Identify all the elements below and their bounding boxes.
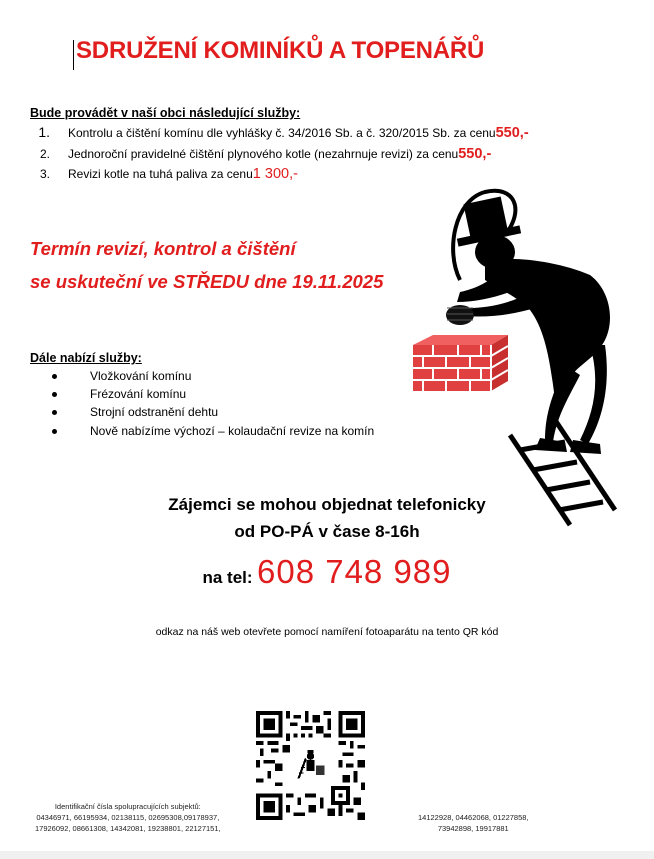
service-text: Jednoroční pravidelné čištění plynového kotle (nezahrnuje revizi) za cenu (68, 147, 459, 161)
bullet-icon (52, 392, 57, 397)
extra-item-label: Strojní odstranění dehtu (90, 405, 219, 419)
extra-item (48, 369, 191, 383)
phone-label: na tel: (202, 568, 253, 587)
service-item-2 (28, 146, 491, 162)
cursor-bar (73, 40, 74, 70)
service-text: Kontrolu a čištění komínu dle vyhlášky č. 34/2016 Sb. a č. 320/2015 Sb. za cenu (68, 126, 496, 140)
page-bottom-edge (0, 851, 654, 859)
service-item-3 (28, 166, 298, 182)
extra-item-label: Nově nabízíme výchozí – kolaudační revize na komín (90, 424, 375, 438)
extra-services-label: Dále nabízí služby: (30, 351, 142, 365)
bullet-icon (52, 374, 57, 379)
phone-row (0, 553, 654, 591)
order-line-1: Zájemci se mohou objednat telefonicky (168, 495, 486, 514)
service-text: Revizi kotle na tuhá paliva za cenu (68, 167, 253, 181)
service-number: 3. (39, 167, 50, 181)
ids-heading: Identifikační čísla spolupracujících subjektů: (54, 802, 201, 811)
term-date: dne 19.11.2025 (249, 271, 384, 292)
service-number: 2. (39, 147, 50, 161)
ids-line: 14122928, 04462068, 01227858, (418, 813, 529, 822)
term-day: STŘEDU (172, 271, 249, 292)
service-price: 550,- (495, 125, 529, 141)
term-line-1: Termín revizí, kontrol a čištění (30, 238, 296, 259)
bullet-icon (52, 429, 57, 434)
qr-code-icon[interactable] (256, 711, 365, 820)
extra-item-label: Vložkování komínu (90, 369, 192, 383)
term-line-2 (30, 271, 383, 293)
service-price: 1 300,- (252, 166, 298, 182)
web-note: odkaz na náš web otevřete pomocí namíření fotoaparátu na tento QR kód (155, 626, 499, 638)
phone-number[interactable]: 608 748 989 (257, 553, 452, 590)
ids-left (35, 801, 221, 834)
extra-item (48, 387, 186, 401)
brick-chimney-icon (413, 333, 508, 393)
bullet-icon (52, 410, 57, 415)
ids-right (418, 812, 529, 834)
ids-line: 17926092, 08661308, 14342081, 19238801, 22127151, (35, 824, 221, 833)
services-label: Bude provádět v naší obci následující služby: (30, 106, 301, 120)
ids-line: 04346971, 66195934, 02138115, 02695308,09178937, (36, 813, 220, 822)
service-number: 1. (38, 124, 50, 140)
extra-item-label: Frézování komínu (90, 387, 187, 401)
page-title: SDRUŽENÍ KOMINÍKŮ A TOPENÁŘŮ (76, 37, 485, 64)
term-prefix: se uskuteční ve (30, 271, 173, 292)
extra-item (48, 405, 218, 419)
order-line-2: od PO-PÁ v čase 8-16h (234, 522, 420, 541)
extra-item (48, 424, 374, 438)
ids-line: 73942898, 19917881 (437, 824, 509, 833)
service-item-1 (28, 124, 529, 141)
service-price: 550,- (458, 146, 492, 162)
